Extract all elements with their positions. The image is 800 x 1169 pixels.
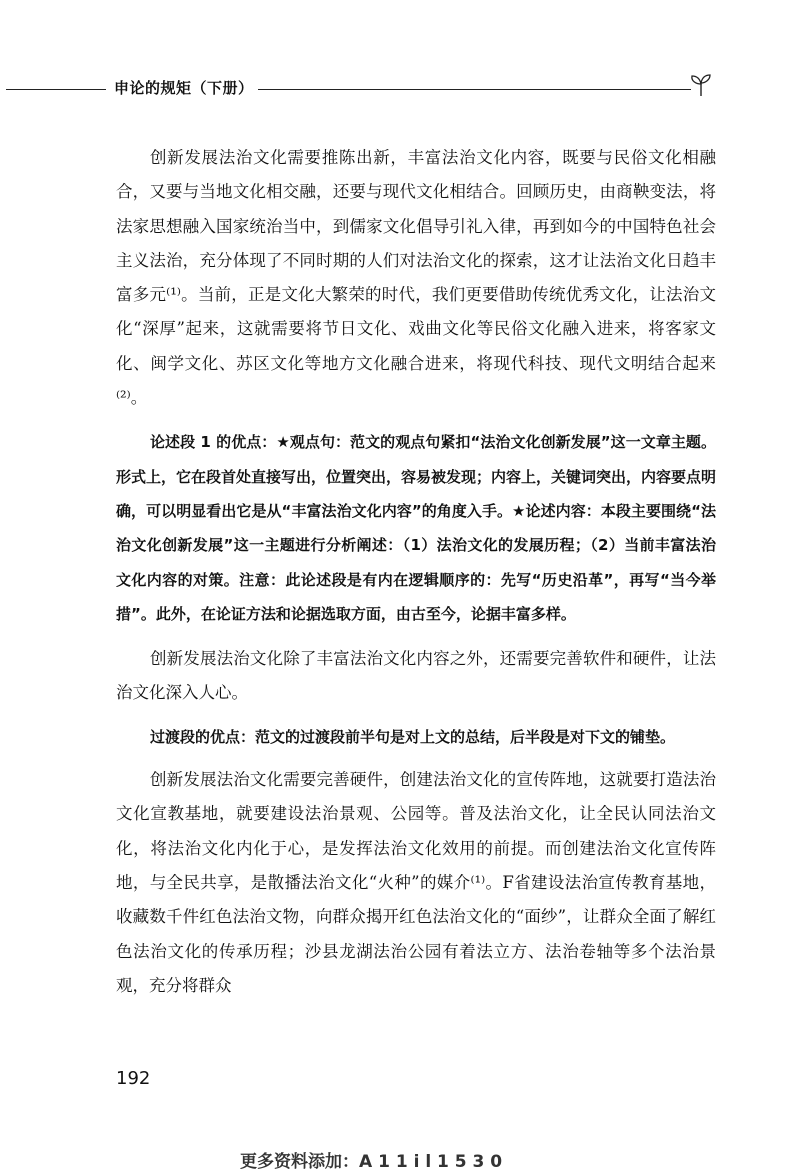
paragraph-transition-analysis: 过渡段的优点：范文的过渡段前半句是对上文的总结，后半段是对下文的铺垫。 [150, 727, 676, 746]
paragraph-essay-1: 创新发展法治文化需要推陈出新，丰富法治文化内容，既要与民俗文化相融合，又要与当地文化相交融，还要与现代文化相结合。回顾历史，由商鞅变法，将法家思想融入国家统治当中，到儒家文化倡导引礼入律，再到如今的中国特色社会主义法治，充分体现了不同时期的人们对法治文化的探索，这才让法治文化日趋丰富多元⁽¹⁾。当前，正是文化大繁荣的时代，我们更要借助传统优秀文化，让法治文化“深厚”起来，这就需要将节日文化、戏曲文化等民俗文化融入进来，将客家文化、闽学文化、苏区文化等地方文化融合进来，将现代科技、现代文明结合起来⁽²⁾。 [116, 148, 716, 408]
paragraph-essay-2: 创新发展法治文化需要完善硬件，创建法治文化的宣传阵地，这就要打造法治文化宣教基地，就要建设法治景观、公园等。普及法治文化，让全民认同法治文化，将法治文化内化于心，是发挥法治文化效用的前提。而创建法治文化宣传阵地，与全民共享，是散播法治文化“火种”的媒介⁽¹⁾。F省建设法治宣传教育基地，收藏数千件红色法治文物，向群众揭开红色法治文化的“面纱”，让群众全面了解红色法治文化的传承历程；沙县龙湖法治公园有着法立方、法治卷轴等多个法治景观，充分将群众 [116, 770, 716, 995]
footer-watermark: 更多资料添加：A 1 1 i l 1 5 3 0 [240, 1152, 503, 1169]
paragraph-analysis-1: 论述段 1 的优点：★观点句：范文的观点句紧扣“法治文化创新发展”这一文章主题。形式上，它在段首处直接写出，位置突出，容易被发现；内容上，关键词突出，内容要点明确，可以明显看出它是从“丰富法治文化内容”的角度入手。★论述内容：本段主要围绕“法治文化创新发展”这一主题进行分析阐述：（1）法治文化的发展历程；（2）当前丰富法治文化内容的对策。注意：此论述段是有内在逻辑顺序的：先写“历史沿革”，再写“当今举措”。此外，在论证方法和论据选取方面，由古至今，论据丰富多样。 [116, 433, 717, 623]
running-header [0, 72, 800, 102]
header-rule-left [6, 89, 106, 90]
body-text [116, 141, 716, 1003]
header-rule-right [258, 89, 691, 90]
page-number: 192 [116, 1068, 151, 1089]
paragraph-transition: 创新发展法治文化除了丰富法治文化内容之外，还需要完善软件和硬件，让法治文化深入人心。 [116, 649, 716, 703]
header-title: 申论的规矩（下册） [114, 79, 254, 97]
sprout-icon [684, 72, 718, 98]
